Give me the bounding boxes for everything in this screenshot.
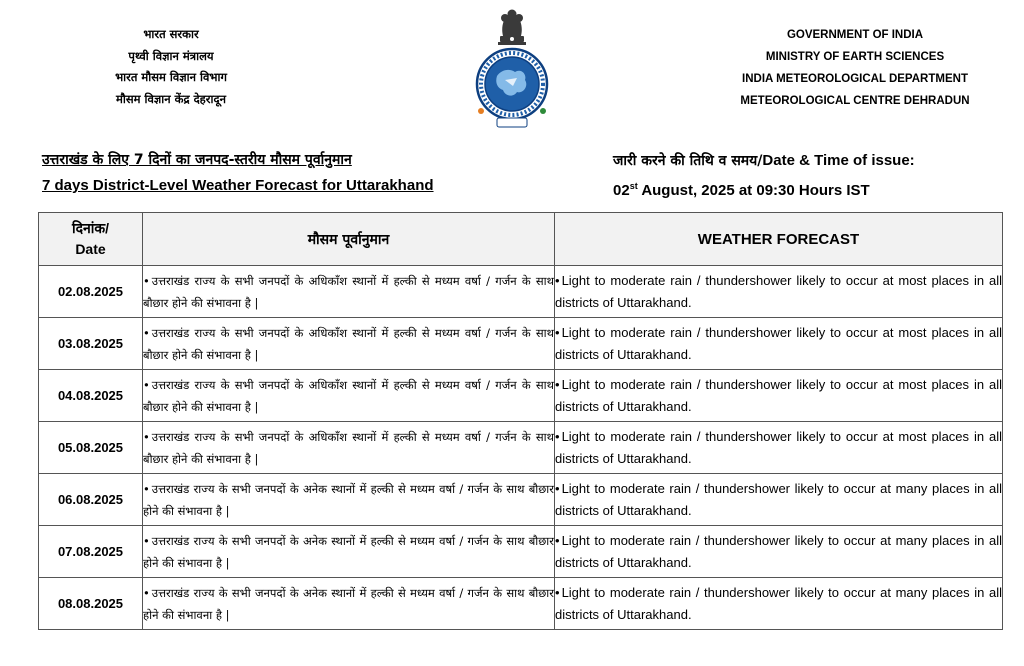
- forecast-hindi-column-header: मौसम पूर्वानुमान: [143, 213, 555, 266]
- forecast-english-text: Light to moderate rain / thundershower likely to occur at most places in all districts of Uttarakhand.: [555, 428, 1002, 466]
- header-english-line-4: METEOROLOGICAL CENTRE DEHRADUN: [740, 95, 970, 107]
- table-row: [39, 370, 1003, 422]
- bullet-icon: •: [143, 481, 150, 496]
- header-hindi-line-2: पृथ्वी विज्ञान मंत्रालय: [128, 48, 214, 63]
- row-forecast-english: [555, 370, 1003, 422]
- forecast-hindi-text: उत्तराखंड राज्य के सभी जनपदों के अनेक स्थानों में हल्की से मध्यम वर्षा / गर्जन के साथ बौछार होने की संभावना है |: [143, 585, 554, 622]
- bullet-icon: •: [555, 376, 560, 392]
- table-row: [39, 526, 1003, 578]
- row-forecast-english: [555, 318, 1003, 370]
- forecast-english-column-header: WEATHER FORECAST: [555, 213, 1003, 266]
- forecast-title: [42, 148, 434, 198]
- forecast-title-english: 7 days District-Level Weather Forecast for Uttarakhand: [42, 177, 434, 194]
- header-english-line-3: INDIA METEOROLOGICAL DEPARTMENT: [742, 73, 968, 85]
- issue-info: [613, 148, 915, 203]
- table-row: [39, 578, 1003, 630]
- bullet-icon: •: [143, 325, 150, 340]
- row-forecast-hindi: [143, 266, 555, 318]
- table-header-row: [39, 213, 1003, 266]
- header-hindi-line-1: भारत सरकार: [143, 27, 199, 41]
- row-date: 03.08.2025: [39, 318, 143, 370]
- row-forecast-hindi: [143, 318, 555, 370]
- forecast-english-text: Light to moderate rain / thundershower likely to occur at many places in all districts of Uttarakhand.: [555, 532, 1002, 570]
- issue-day-suffix: st: [629, 181, 638, 191]
- table-row: [39, 318, 1003, 370]
- header-english-line-1: GOVERNMENT OF INDIA: [786, 29, 924, 41]
- forecast-table-body: [39, 266, 1003, 630]
- table-row: [39, 266, 1003, 318]
- bullet-icon: •: [555, 324, 560, 340]
- row-forecast-hindi: [143, 370, 555, 422]
- row-date: 05.08.2025: [39, 422, 143, 474]
- row-forecast-english: [555, 474, 1003, 526]
- row-forecast-hindi: [143, 422, 555, 474]
- table-row: [39, 422, 1003, 474]
- header-hindi-line-4: मौसम विज्ञान केंद्र देहरादून: [116, 91, 226, 106]
- row-forecast-english: [555, 422, 1003, 474]
- imd-emblem-logo: [467, 6, 557, 134]
- header-hindi-line-3: भारत मौसम विज्ञान विभाग: [115, 70, 227, 84]
- forecast-english-text: Light to moderate rain / thundershower likely to occur at most places in all districts of Uttarakhand.: [555, 324, 1002, 362]
- bullet-icon: •: [555, 480, 560, 496]
- forecast-hindi-text: उत्तराखंड राज्य के सभी जनपदों के अधिकाँश स्थानों में हल्की से मध्यम वर्षा / गर्जन के साथ बौछार होने की संभावना है |: [143, 377, 554, 414]
- date-column-header: [39, 213, 143, 266]
- header-hindi: [86, 24, 256, 110]
- forecast-english-text: Light to moderate rain / thundershower likely to occur at many places in all districts of Uttarakhand.: [555, 480, 1002, 518]
- forecast-english-text: Light to moderate rain / thundershower likely to occur at most places in all districts of Uttarakhand.: [555, 272, 1002, 310]
- row-forecast-hindi: [143, 578, 555, 630]
- bullet-icon: •: [555, 272, 560, 288]
- bullet-icon: •: [143, 585, 150, 600]
- bullet-icon: •: [555, 532, 560, 548]
- bullet-icon: •: [555, 584, 560, 600]
- issue-datetime: [613, 174, 915, 203]
- row-forecast-english: [555, 266, 1003, 318]
- bullet-icon: •: [143, 533, 150, 548]
- issue-label: [613, 148, 915, 174]
- row-date: 07.08.2025: [39, 526, 143, 578]
- row-date: 02.08.2025: [39, 266, 143, 318]
- forecast-hindi-text: उत्तराखंड राज्य के सभी जनपदों के अधिकाँश स्थानों में हल्की से मध्यम वर्षा / गर्जन के साथ बौछार होने की संभावना है |: [143, 429, 554, 466]
- bullet-icon: •: [143, 377, 150, 392]
- bullet-icon: •: [143, 273, 150, 288]
- header-english: [735, 24, 975, 112]
- forecast-hindi-text: उत्तराखंड राज्य के सभी जनपदों के अनेक स्थानों में हल्की से मध्यम वर्षा / गर्जन के साथ बौछार होने की संभावना है |: [143, 481, 554, 518]
- forecast-english-text: Light to moderate rain / thundershower likely to occur at most places in all districts of Uttarakhand.: [555, 376, 1002, 414]
- forecast-english-text: Light to moderate rain / thundershower likely to occur at many places in all districts of Uttarakhand.: [555, 584, 1002, 622]
- forecast-title-hindi: उत्तराखंड के लिए 7 दिनों का जनपद-स्तरीय मौसम पूर्वानुमान: [42, 152, 352, 168]
- forecast-table: [38, 212, 1003, 630]
- lion-capital-icon: [498, 10, 526, 46]
- bullet-icon: •: [143, 429, 150, 444]
- forecast-hindi-text: उत्तराखंड राज्य के सभी जनपदों के अनेक स्थानों में हल्की से मध्यम वर्षा / गर्जन के साथ बौछार होने की संभावना है |: [143, 533, 554, 570]
- row-date: 04.08.2025: [39, 370, 143, 422]
- issue-datetime-rest: August, 2025 at 09:30 Hours IST: [637, 182, 870, 199]
- row-date: 08.08.2025: [39, 578, 143, 630]
- bullet-icon: •: [555, 428, 560, 444]
- date-header-english: Date: [75, 241, 106, 257]
- date-header-hindi: दिनांक/: [71, 220, 110, 236]
- forecast-hindi-text: उत्तराखंड राज्य के सभी जनपदों के अधिकाँश स्थानों में हल्की से मध्यम वर्षा / गर्जन के साथ बौछार होने की संभावना है |: [143, 325, 554, 362]
- row-forecast-hindi: [143, 526, 555, 578]
- row-forecast-english: [555, 526, 1003, 578]
- header-english-line-2: MINISTRY OF EARTH SCIENCES: [765, 51, 945, 63]
- row-forecast-hindi: [143, 474, 555, 526]
- issue-day: 02: [613, 182, 630, 199]
- row-date: 06.08.2025: [39, 474, 143, 526]
- row-forecast-english: [555, 578, 1003, 630]
- forecast-hindi-text: उत्तराखंड राज्य के सभी जनपदों के अधिकाँश स्थानों में हल्की से मध्यम वर्षा / गर्जन के साथ बौछार होने की संभावना है |: [143, 273, 554, 310]
- table-row: [39, 474, 1003, 526]
- issue-label-hindi: जारी करने की तिथि व समय/: [613, 153, 763, 169]
- issue-label-english: Date & Time of issue:: [762, 152, 915, 169]
